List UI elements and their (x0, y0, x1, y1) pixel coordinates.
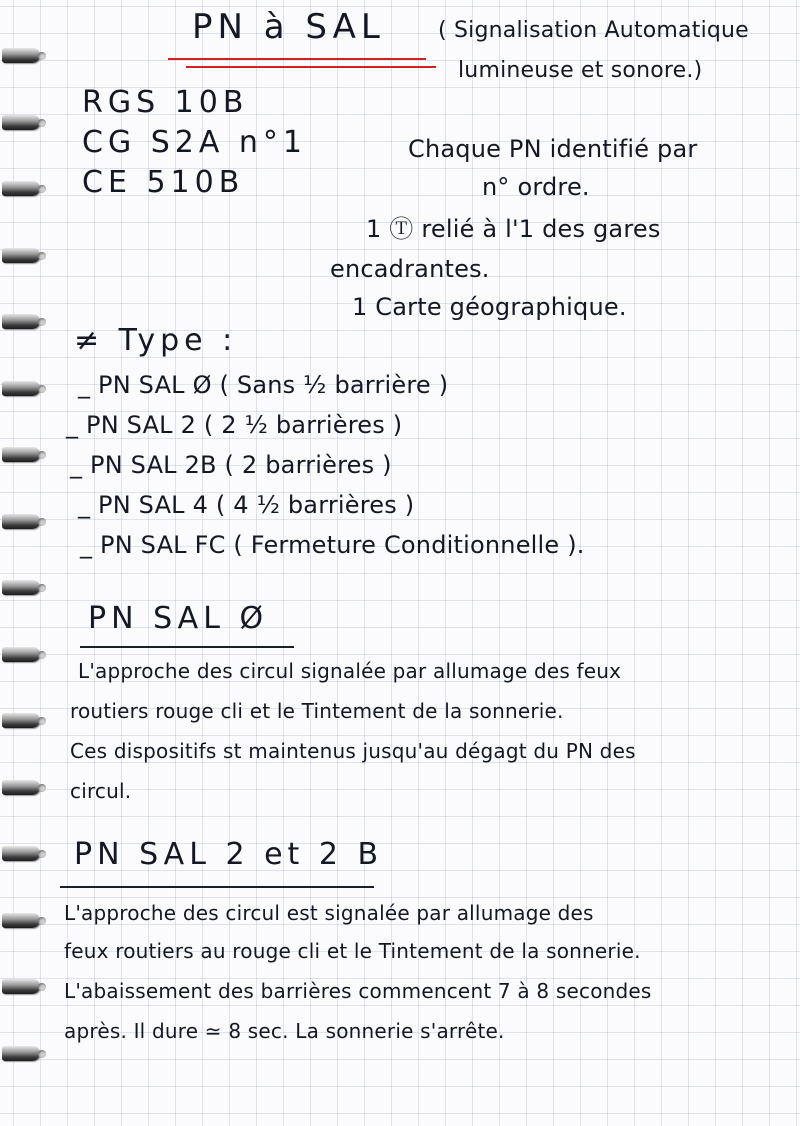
binding-hole (38, 917, 46, 925)
type-item-sal2: _ PN SAL 2 ( 2 ½ barrières ) (66, 411, 403, 439)
binding-hole (38, 252, 46, 260)
ident-line-1: Chaque PN identifié par (408, 135, 698, 163)
type-item-sal2b: _ PN SAL 2B ( 2 barrières ) (70, 451, 392, 479)
spiral-ring (2, 647, 40, 662)
binding-hole (38, 185, 46, 193)
binding-hole (38, 983, 46, 991)
section1-line-4: circul. (70, 779, 132, 803)
binding-hole (38, 784, 46, 792)
binding-hole (38, 318, 46, 326)
section2-line-1: L'approche des circul est signalée par allumage des (64, 901, 594, 925)
page-title: PN à SAL (192, 7, 385, 47)
binding-hole (38, 850, 46, 858)
spiral-ring (2, 913, 40, 928)
section1-line-3: Ces dispositifs st maintenus jusqu'au dégagt du PN des (70, 739, 636, 763)
ref-cg: CG S2A n°1 (82, 125, 308, 160)
section2-line-2: feux routiers au rouge cli et le Tintement de la sonnerie. (64, 939, 641, 963)
binding-hole (38, 119, 46, 127)
binding-hole (38, 52, 46, 60)
title-paren-line1: ( Signalisation Automatique (438, 18, 749, 43)
binding-hole (38, 717, 46, 725)
ref-ce: CE 510B (82, 165, 245, 200)
types-heading: ≠ Type : (74, 323, 238, 358)
binding-hole (38, 584, 46, 592)
spiral-ring (2, 780, 40, 795)
section2-underline (60, 886, 374, 888)
spiral-ring (2, 846, 40, 861)
type-item-sal0: _ PN SAL Ø ( Sans ½ barrière ) (78, 371, 449, 399)
spiral-ring (2, 1046, 40, 1061)
binding-hole (38, 385, 46, 393)
ref-rgs: RGS 10B (82, 85, 249, 120)
spiral-ring (2, 381, 40, 396)
binding-hole (38, 451, 46, 459)
binding-hole (38, 651, 46, 659)
section1-underline (80, 646, 294, 648)
section1-line-1: L'approche des circul signalée par allumage des feux (78, 659, 622, 683)
spiral-ring (2, 514, 40, 529)
spiral-ring (2, 979, 40, 994)
ident-line-4: encadrantes. (330, 255, 490, 283)
spiral-ring (2, 115, 40, 130)
spiral-ring (2, 447, 40, 462)
type-item-sal4: _ PN SAL 4 ( 4 ½ barrières ) (78, 491, 415, 519)
binding-hole (38, 1050, 46, 1058)
binding-hole (38, 518, 46, 526)
section2-heading: PN SAL 2 et 2 B (74, 837, 384, 872)
title-paren-line2: lumineuse et sonore.) (458, 58, 703, 83)
spiral-ring (2, 181, 40, 196)
spiral-ring (2, 314, 40, 329)
title-underline-red (168, 58, 426, 60)
ident-line-3: 1 Ⓣ relié à l'1 des gares (366, 215, 661, 243)
spiral-ring (2, 580, 40, 595)
title-underline-red-2 (186, 66, 436, 68)
spiral-ring (2, 248, 40, 263)
ident-line-5: 1 Carte géographique. (352, 293, 627, 321)
spiral-ring (2, 48, 40, 63)
spiral-binding (0, 0, 52, 1126)
type-item-salfc: _ PN SAL FC ( Fermeture Conditionnelle ). (80, 531, 585, 559)
spiral-ring (2, 713, 40, 728)
section2-line-4: après. Il dure ≃ 8 sec. La sonnerie s'arrête. (64, 1019, 505, 1043)
section2-line-3: L'abaissement des barrières commencent 7 à 8 secondes (64, 979, 652, 1003)
section1-line-2: routiers rouge cli et le Tintement de la sonnerie. (70, 699, 564, 723)
section1-heading: PN SAL Ø (88, 601, 269, 636)
ident-line-2: n° ordre. (482, 173, 590, 201)
